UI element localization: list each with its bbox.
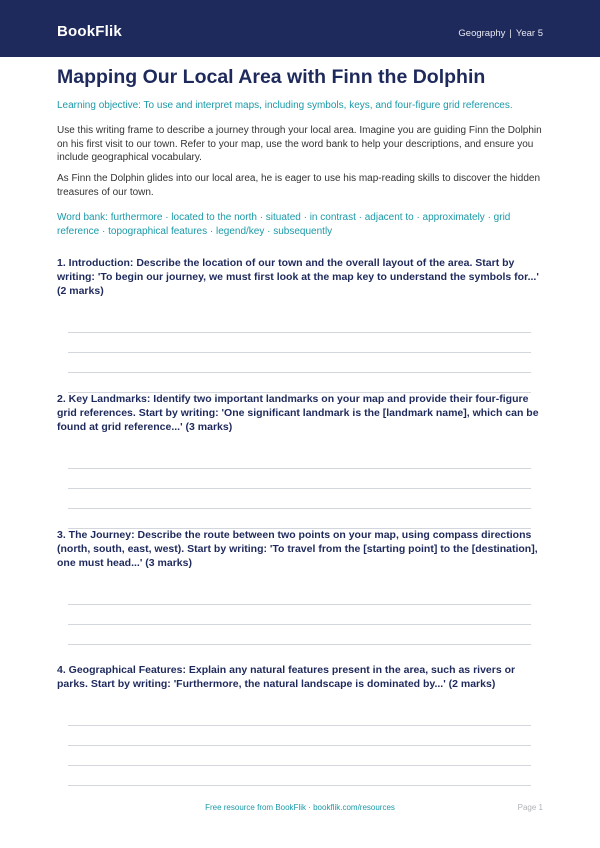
year-label: Year 5 (515, 28, 543, 39)
subject-year (458, 28, 543, 39)
answer-line[interactable] (68, 765, 531, 766)
brand-logo[interactable]: BookFlik (57, 23, 122, 40)
word-bank: Word bank: furthermore · located to the north · situated · in contrast · adjacent to · approximately · grid reference · topographical features · legend/key · subsequently (57, 212, 511, 237)
answer-line[interactable] (68, 352, 531, 353)
answer-line[interactable] (68, 488, 531, 489)
question-3: 3. The Journey: Describe the route between two points on your map, using compass directions (north, south, east, west). Start by writing: 'To travel from the [starting point] to the [destination], one must head...' (3 marks) (57, 529, 538, 569)
page-number: Page 1 (517, 803, 543, 812)
answer-line[interactable] (68, 508, 531, 509)
separator: | (509, 28, 512, 39)
answer-line[interactable] (68, 644, 531, 645)
answer-line[interactable] (68, 725, 531, 726)
answer-line[interactable] (68, 604, 531, 605)
page-title: Mapping Our Local Area with Finn the Dolphin (57, 66, 486, 88)
answer-line[interactable] (68, 624, 531, 625)
intro-paragraph-2: As Finn the Dolphin glides into our local area, he is eager to use his map-reading skills to discover the hidden treasures of our town. (57, 173, 541, 198)
intro-paragraph-1: Use this writing frame to describe a journey through your local area. Imagine you are guiding Finn the Dolphin on his first visit to our town. Refer to your map, use the word bank to help your descriptions, and ensure you include geographical vocabulary. (57, 125, 542, 163)
answer-line[interactable] (68, 372, 531, 373)
answer-line[interactable] (68, 332, 531, 333)
answer-line[interactable] (68, 785, 531, 786)
answer-line[interactable] (68, 468, 531, 469)
question-2: 2. Key Landmarks: Identify two important landmarks on your map and provide their four-figure grid references. Start by writing: 'One significant landmark is the [landmark name], which can be found at grid reference...' (3 marks) (57, 393, 539, 433)
subject-label: Geography (458, 28, 506, 39)
question-4: 4. Geographical Features: Explain any natural features present in the area, such as rivers or parks. Start by writing: 'Furthermore, the natural landscape is dominated by...' (2 marks) (57, 664, 516, 690)
question-1: 1. Introduction: Describe the location of our town and the overall layout of the area. Start by writing: 'To begin our journey, we must first look at the map key to understand the symbols for...' (2 marks) (57, 257, 539, 297)
answer-line[interactable] (68, 745, 531, 746)
footer-link[interactable]: Free resource from BookFlik · bookflik.com/resources (205, 803, 395, 812)
header-bar (0, 0, 600, 57)
learning-objective: Learning objective: To use and interpret maps, including symbols, keys, and four-figure grid references. (57, 100, 513, 111)
